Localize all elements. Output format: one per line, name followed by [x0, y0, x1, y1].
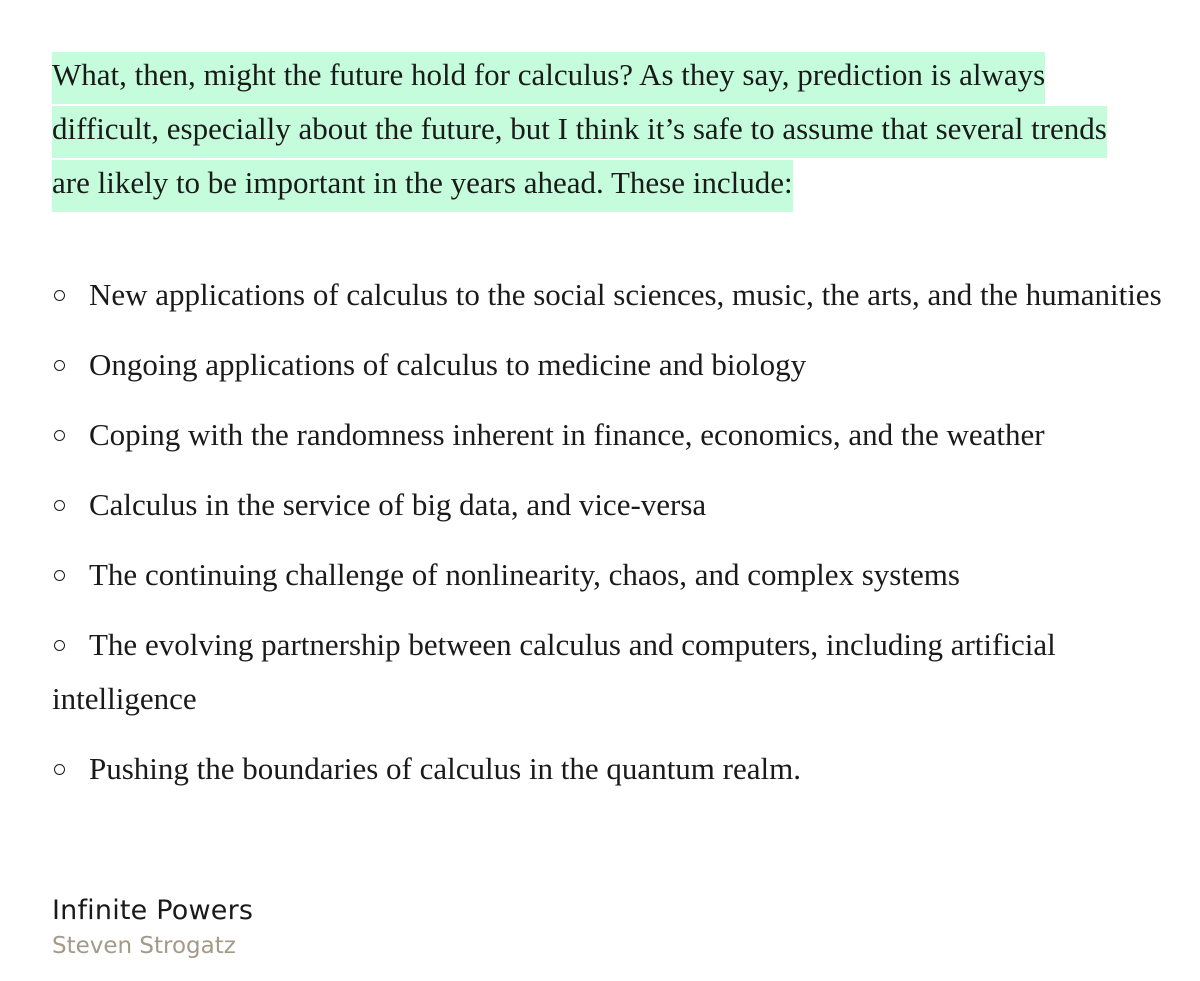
list-item: [52, 268, 1162, 322]
list-item-text: New applications of calculus to the social sciences, music, the arts, and the humanities: [89, 277, 1162, 312]
list-item: [52, 548, 1162, 602]
list-item: [52, 618, 1162, 726]
highlighted-passage: [52, 48, 1152, 210]
bullet-circle-icon: [54, 500, 65, 511]
list-item: [52, 742, 1162, 796]
list-item-text: Pushing the boundaries of calculus in the quantum realm.: [89, 751, 801, 786]
highlight-text: What, then, might the future hold for calculus? As they say, prediction is always difficult, especially about the future, but I think it’s safe to assume that several trends are likely to be important in the years ahead. These include:: [52, 52, 1107, 212]
list-item: [52, 408, 1162, 462]
bullet-circle-icon: [54, 640, 65, 651]
list-item-text: Ongoing applications of calculus to medicine and biology: [89, 347, 807, 382]
bullet-circle-icon: [54, 430, 65, 441]
bullet-circle-icon: [54, 570, 65, 581]
bullet-circle-icon: [54, 290, 65, 301]
list-item-text: The evolving partnership between calculus and computers, including artificial intelligence: [52, 627, 1056, 716]
book-author: Steven Strogatz: [52, 933, 236, 959]
book-title: Infinite Powers: [52, 895, 254, 926]
list-item-text: The continuing challenge of nonlinearity, chaos, and complex systems: [89, 557, 960, 592]
bullet-circle-icon: [54, 360, 65, 371]
bullet-circle-icon: [54, 764, 65, 775]
source-attribution: [52, 893, 253, 963]
bullet-list: [52, 268, 1162, 812]
list-item-text: Coping with the randomness inherent in finance, economics, and the weather: [89, 417, 1045, 452]
list-item-text: Calculus in the service of big data, and vice-versa: [89, 487, 707, 522]
list-item: [52, 478, 1162, 532]
list-item: [52, 338, 1162, 392]
